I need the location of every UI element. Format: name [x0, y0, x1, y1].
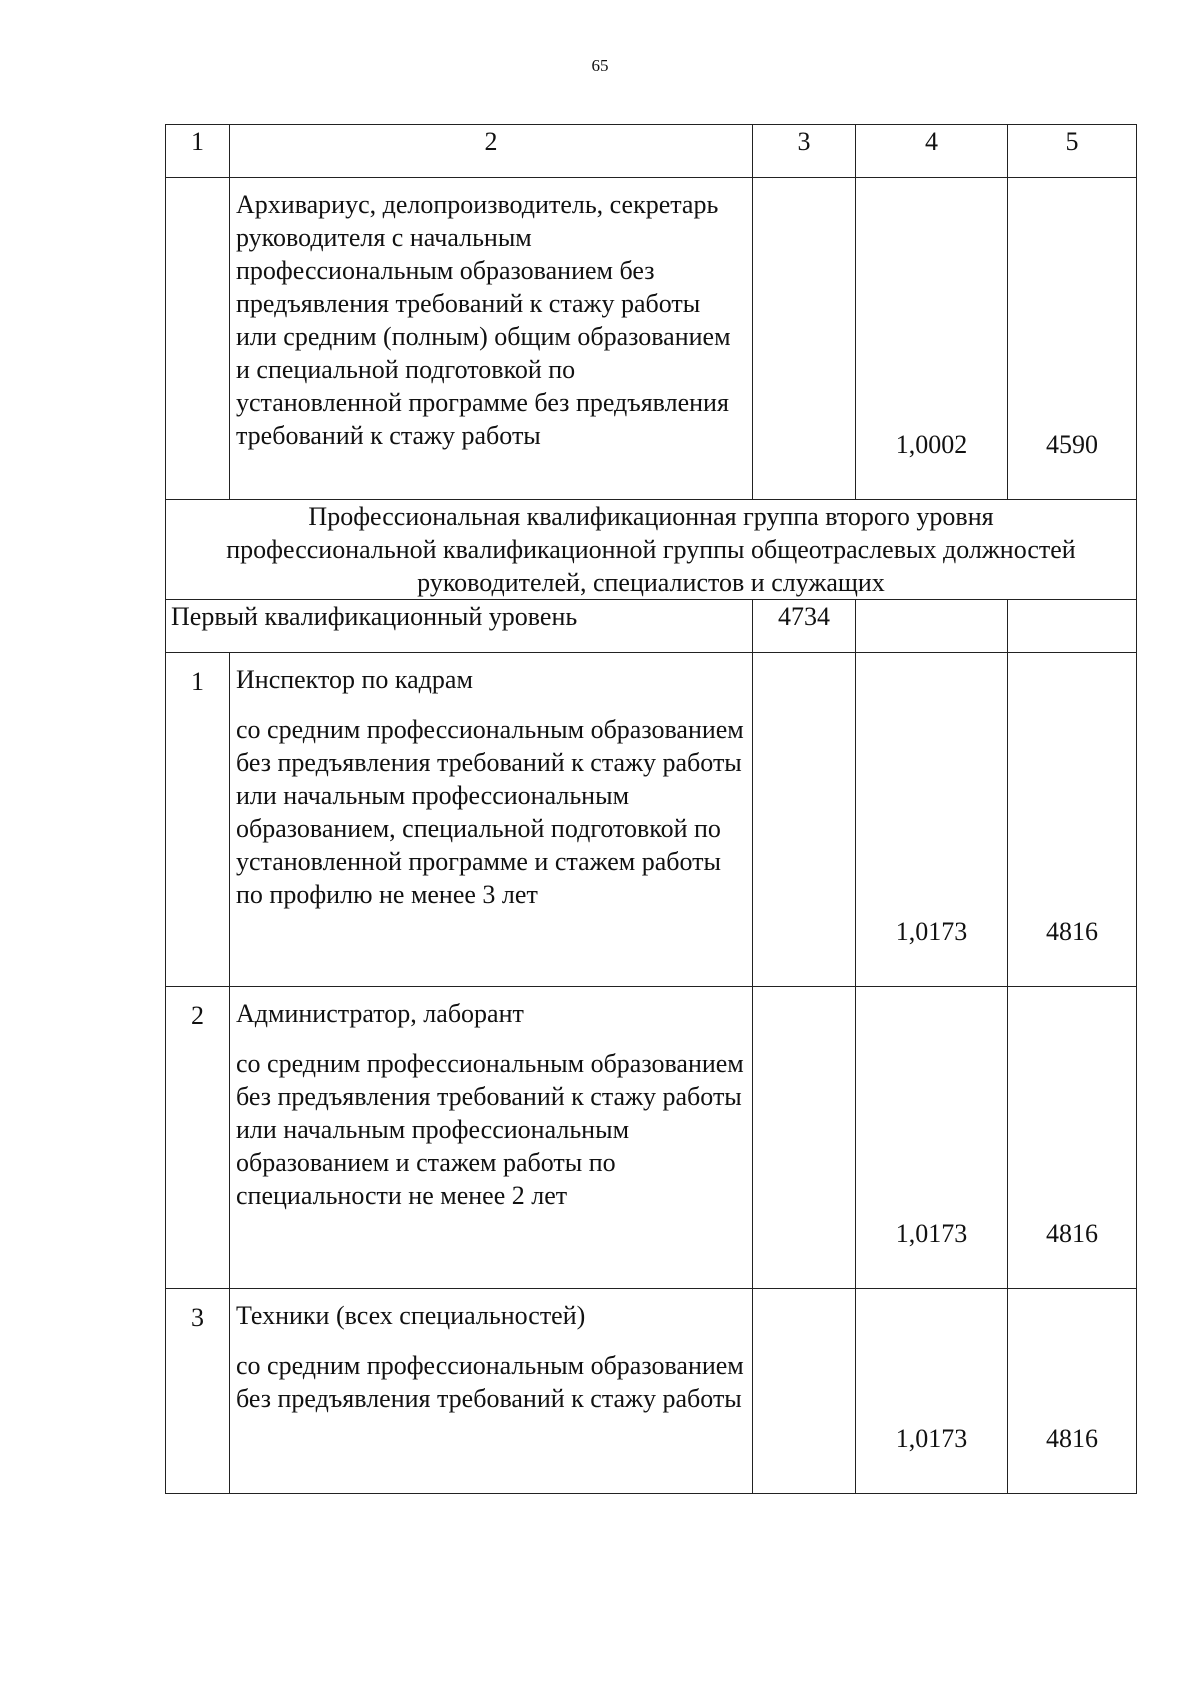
- position-description-text: Архивариус, делопроизводитель, секретарь руководителя с начальным профессиональным образованием без предъявления требований к стажу работы или средним (полным) общим образованием и специальной подготовкой по установленной программе без предъявления требований к стажу работы: [236, 190, 731, 450]
- group-heading: [166, 500, 1137, 600]
- empty-cell: [856, 600, 1008, 653]
- position-title: Инспектор по кадрам: [236, 665, 473, 694]
- position-description: [230, 653, 753, 987]
- table-row-continued: [166, 178, 1137, 500]
- column-header-2: 2: [230, 125, 753, 178]
- group-heading-row: [166, 500, 1137, 600]
- empty-cell: [1008, 600, 1137, 653]
- salary-cell: [1008, 1289, 1137, 1494]
- position-requirements: со средним профессиональным образованием без предъявления требований к стажу работы: [236, 1351, 744, 1413]
- coefficient-value: 1,0173: [895, 1219, 968, 1248]
- column-header-1: 1: [166, 125, 230, 178]
- column-header-3: 3: [753, 125, 856, 178]
- row-number: 3: [166, 1289, 230, 1494]
- position-requirements: со средним профессиональным образованием без предъявления требований к стажу работы или начальным профессиональным образованием, специальной подготовкой по установленной программе и стажем работы по профилю не менее 3 лет: [236, 715, 744, 909]
- base-salary-cell: [753, 1289, 856, 1494]
- base-salary-cell: [753, 653, 856, 987]
- salary-value: 4816: [1046, 1219, 1098, 1248]
- position-description: [230, 987, 753, 1289]
- position-title: Администратор, лаборант: [236, 999, 524, 1028]
- coefficient-value: 1,0173: [895, 917, 968, 946]
- column-header-5: 5: [1008, 125, 1137, 178]
- salary-table: [165, 124, 1137, 1494]
- table-row: [166, 987, 1137, 1289]
- salary-value: 4816: [1046, 917, 1098, 946]
- position-requirements: со средним профессиональным образованием без предъявления требований к стажу работы или начальным профессиональным образованием и стажем работы по специальности не менее 2 лет: [236, 1049, 744, 1210]
- table-header-row: [166, 125, 1137, 178]
- position-description: [230, 1289, 753, 1494]
- qualification-level-base-salary: 4734: [753, 600, 856, 653]
- salary-value: 4590: [1046, 430, 1098, 459]
- coefficient-value: 1,0002: [895, 430, 968, 459]
- table-row: [166, 653, 1137, 987]
- row-number: 2: [166, 987, 230, 1289]
- coefficient-cell: [856, 178, 1008, 500]
- group-heading-line-1: Профессиональная квалификационная группа второго уровня: [308, 502, 994, 531]
- coefficient-cell: [856, 987, 1008, 1289]
- salary-cell: [1008, 987, 1137, 1289]
- salary-cell: [1008, 178, 1137, 500]
- group-heading-line-2: профессиональной квалификационной группы общеотраслевых должностей: [226, 535, 1076, 564]
- position-description: [230, 178, 753, 500]
- salary-cell: [1008, 653, 1137, 987]
- column-header-4: 4: [856, 125, 1008, 178]
- group-heading-line-3: руководителей, специалистов и служащих: [417, 568, 885, 597]
- qualification-level-label: Первый квалификационный уровень: [166, 600, 753, 653]
- row-number-cell: [166, 178, 230, 500]
- base-salary-cell: [753, 987, 856, 1289]
- coefficient-cell: [856, 653, 1008, 987]
- qualification-level-row: [166, 600, 1137, 653]
- table-row: [166, 1289, 1137, 1494]
- page-number: 65: [591, 56, 609, 75]
- row-number: 1: [166, 653, 230, 987]
- base-salary-cell: [753, 178, 856, 500]
- coefficient-value: 1,0173: [895, 1424, 968, 1453]
- coefficient-cell: [856, 1289, 1008, 1494]
- salary-value: 4816: [1046, 1424, 1098, 1453]
- position-title: Техники (всех специальностей): [236, 1301, 586, 1330]
